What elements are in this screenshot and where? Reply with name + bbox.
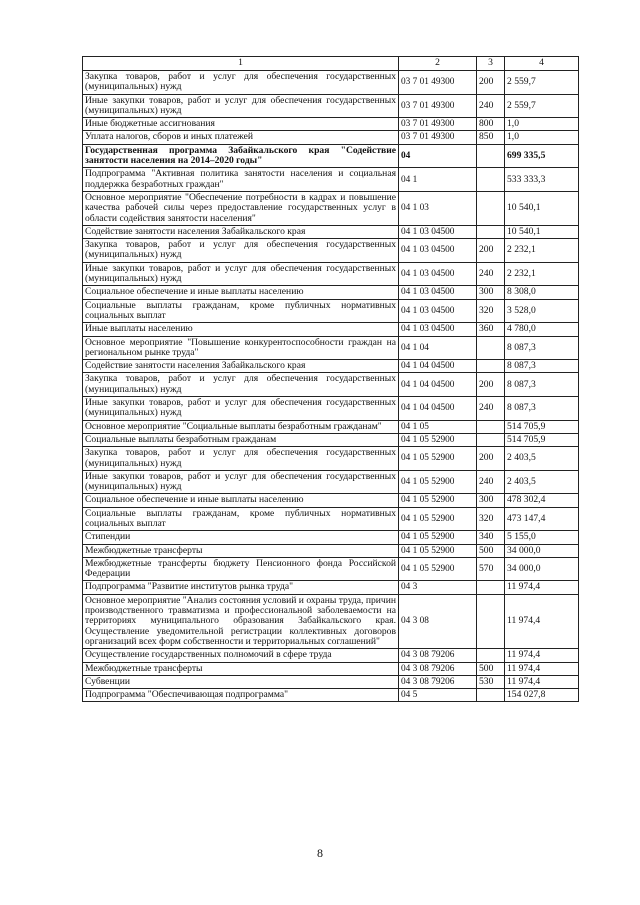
amount-cell: 11 974,4 xyxy=(505,662,579,675)
expense-name-cell: Стипендии xyxy=(83,531,399,544)
target-code-cell: 04 1 05 xyxy=(399,420,477,433)
expense-type-cell: 360 xyxy=(477,323,505,336)
target-code-cell: 04 1 05 52900 xyxy=(399,433,477,446)
target-code-cell: 04 1 05 52900 xyxy=(399,447,477,471)
expense-type-cell xyxy=(477,144,505,168)
amount-cell: 34 000,0 xyxy=(505,544,579,557)
expense-type-cell: 240 xyxy=(477,397,505,421)
table-row xyxy=(83,299,579,323)
amount-cell: 478 302,4 xyxy=(505,494,579,507)
table-row xyxy=(83,262,579,286)
amount-cell: 8 087,3 xyxy=(505,336,579,360)
amount-cell: 34 000,0 xyxy=(505,557,579,581)
amount-cell: 11 974,4 xyxy=(505,594,579,648)
amount-cell: 5 155,0 xyxy=(505,531,579,544)
target-code-cell: 04 1 05 52900 xyxy=(399,494,477,507)
target-code-cell: 03 7 01 49300 xyxy=(399,118,477,131)
expense-type-cell: 200 xyxy=(477,239,505,263)
table-row xyxy=(83,447,579,471)
target-code-cell: 04 1 03 04500 xyxy=(399,323,477,336)
expense-type-cell xyxy=(477,191,505,225)
expense-type-cell: 340 xyxy=(477,531,505,544)
table-row xyxy=(83,397,579,421)
table-row xyxy=(83,336,579,360)
expense-name-cell: Межбюджетные трансферты xyxy=(83,662,399,675)
amount-cell: 2 403,5 xyxy=(505,447,579,471)
table-row xyxy=(83,118,579,131)
table-row xyxy=(83,131,579,144)
expense-type-cell xyxy=(477,360,505,373)
expense-type-cell: 240 xyxy=(477,94,505,118)
table-row xyxy=(83,239,579,263)
expense-name-cell: Иные выплаты населению xyxy=(83,323,399,336)
expense-name-cell: Закупка товаров, работ и услуг для обеспечения государственных (муниципальных) нужд xyxy=(83,373,399,397)
expense-name-cell: Закупка товаров, работ и услуг для обеспечения государственных (муниципальных) нужд xyxy=(83,447,399,471)
expense-name-cell: Содействие занятости населения Забайкальского края xyxy=(83,360,399,373)
expense-name-cell: Социальные выплаты гражданам, кроме публичных нормативных социальных выплат xyxy=(83,507,399,531)
table-row xyxy=(83,470,579,494)
target-code-cell: 04 1 03 04500 xyxy=(399,239,477,263)
table-row xyxy=(83,323,579,336)
table-row xyxy=(83,531,579,544)
amount-cell: 2 559,7 xyxy=(505,71,579,95)
table-row xyxy=(83,286,579,299)
expense-name-cell: Уплата налогов, сборов и иных платежей xyxy=(83,131,399,144)
table-body xyxy=(83,71,579,702)
target-code-cell: 04 3 08 xyxy=(399,594,477,648)
expense-type-cell: 850 xyxy=(477,131,505,144)
table-row xyxy=(83,649,579,662)
amount-cell: 2 559,7 xyxy=(505,94,579,118)
amount-cell: 8 087,3 xyxy=(505,397,579,421)
target-code-cell: 04 1 03 04500 xyxy=(399,262,477,286)
amount-cell: 473 147,4 xyxy=(505,507,579,531)
table-row xyxy=(83,433,579,446)
expense-type-cell: 200 xyxy=(477,447,505,471)
target-code-cell: 04 1 03 04500 xyxy=(399,225,477,238)
table-row xyxy=(83,689,579,702)
amount-cell: 2 232,1 xyxy=(505,262,579,286)
table-row xyxy=(83,507,579,531)
table-row xyxy=(83,581,579,594)
target-code-cell: 04 3 08 79206 xyxy=(399,675,477,688)
target-code-cell: 04 1 05 52900 xyxy=(399,544,477,557)
column-header: 2 xyxy=(399,57,477,71)
column-header: 1 xyxy=(83,57,399,71)
amount-cell: 2 403,5 xyxy=(505,470,579,494)
table-row xyxy=(83,594,579,648)
expense-type-cell: 300 xyxy=(477,494,505,507)
table-row xyxy=(83,675,579,688)
expense-name-cell: Иные бюджетные ассигнования xyxy=(83,118,399,131)
expense-type-cell: 500 xyxy=(477,544,505,557)
target-code-cell: 04 1 04 xyxy=(399,336,477,360)
amount-cell: 1,0 xyxy=(505,118,579,131)
table-row xyxy=(83,71,579,95)
target-code-cell: 04 3 08 79206 xyxy=(399,662,477,675)
expense-name-cell: Социальные выплаты безработным гражданам xyxy=(83,433,399,446)
table-row xyxy=(83,225,579,238)
expense-name-cell: Основное мероприятие "Повышение конкурентоспособности граждан на региональном рынке труда" xyxy=(83,336,399,360)
expense-name-cell: Социальное обеспечение и иные выплаты населению xyxy=(83,286,399,299)
target-code-cell: 04 3 xyxy=(399,581,477,594)
target-code-cell: 04 1 03 04500 xyxy=(399,299,477,323)
amount-cell: 11 974,4 xyxy=(505,581,579,594)
expense-type-cell: 240 xyxy=(477,470,505,494)
amount-cell: 1,0 xyxy=(505,131,579,144)
expense-type-cell: 240 xyxy=(477,262,505,286)
expense-type-cell: 300 xyxy=(477,286,505,299)
expense-name-cell: Иные закупки товаров, работ и услуг для обеспечения государственных (муниципальных) нужд xyxy=(83,470,399,494)
target-code-cell: 04 1 03 04500 xyxy=(399,286,477,299)
amount-cell: 699 335,5 xyxy=(505,144,579,168)
expense-name-cell: Субвенции xyxy=(83,675,399,688)
table-row xyxy=(83,494,579,507)
amount-cell: 10 540,1 xyxy=(505,191,579,225)
budget-table xyxy=(82,56,579,702)
expense-name-cell: Основное мероприятие "Обеспечение потребности в кадрах и повышение качества рабочей силы через предоставление государственных услуг в области содействия занятости населения" xyxy=(83,191,399,225)
column-header: 4 xyxy=(505,57,579,71)
expense-type-cell xyxy=(477,168,505,192)
table-row xyxy=(83,420,579,433)
table-row xyxy=(83,373,579,397)
target-code-cell: 04 1 05 52900 xyxy=(399,557,477,581)
expense-type-cell xyxy=(477,336,505,360)
expense-type-cell xyxy=(477,225,505,238)
expense-type-cell: 500 xyxy=(477,662,505,675)
target-code-cell: 04 1 xyxy=(399,168,477,192)
target-code-cell: 04 xyxy=(399,144,477,168)
page-number: 8 xyxy=(317,846,323,860)
column-header: 3 xyxy=(477,57,505,71)
expense-type-cell: 800 xyxy=(477,118,505,131)
amount-cell: 514 705,9 xyxy=(505,420,579,433)
target-code-cell: 04 1 05 52900 xyxy=(399,531,477,544)
amount-cell: 4 780,0 xyxy=(505,323,579,336)
amount-cell: 8 308,0 xyxy=(505,286,579,299)
expense-name-cell: Подпрограмма "Обеспечивающая подпрограмма" xyxy=(83,689,399,702)
target-code-cell: 04 1 05 52900 xyxy=(399,470,477,494)
amount-cell: 514 705,9 xyxy=(505,433,579,446)
table-header-row xyxy=(83,57,579,71)
expense-name-cell: Закупка товаров, работ и услуг для обеспечения государственных (муниципальных) нужд xyxy=(83,71,399,95)
table-row xyxy=(83,662,579,675)
table-row xyxy=(83,144,579,168)
target-code-cell: 03 7 01 49300 xyxy=(399,94,477,118)
expense-name-cell: Подпрограмма "Активная политика занятости населения и социальная поддержка безработных граждан" xyxy=(83,168,399,192)
expense-name-cell: Межбюджетные трансферты xyxy=(83,544,399,557)
amount-cell: 3 528,0 xyxy=(505,299,579,323)
amount-cell: 154 027,8 xyxy=(505,689,579,702)
table-row xyxy=(83,168,579,192)
expense-name-cell: Закупка товаров, работ и услуг для обеспечения государственных (муниципальных) нужд xyxy=(83,239,399,263)
target-code-cell: 03 7 01 49300 xyxy=(399,131,477,144)
expense-name-cell: Социальные выплаты гражданам, кроме публичных нормативных социальных выплат xyxy=(83,299,399,323)
amount-cell: 11 974,4 xyxy=(505,675,579,688)
table-row xyxy=(83,191,579,225)
target-code-cell: 04 3 08 79206 xyxy=(399,649,477,662)
table-row xyxy=(83,557,579,581)
amount-cell: 10 540,1 xyxy=(505,225,579,238)
target-code-cell: 04 5 xyxy=(399,689,477,702)
expense-type-cell xyxy=(477,594,505,648)
expense-type-cell: 200 xyxy=(477,373,505,397)
table-row xyxy=(83,360,579,373)
expense-name-cell: Социальное обеспечение и иные выплаты населению xyxy=(83,494,399,507)
target-code-cell: 03 7 01 49300 xyxy=(399,71,477,95)
amount-cell: 8 087,3 xyxy=(505,373,579,397)
expense-type-cell xyxy=(477,649,505,662)
expense-type-cell: 530 xyxy=(477,675,505,688)
expense-name-cell: Государственная программа Забайкальского края "Содействие занятости населения на 2014–2020 годы" xyxy=(83,144,399,168)
amount-cell: 11 974,4 xyxy=(505,649,579,662)
expense-name-cell: Осуществление государственных полномочий в сфере труда xyxy=(83,649,399,662)
expense-name-cell: Основное мероприятие "Социальные выплаты безработным гражданам" xyxy=(83,420,399,433)
expense-name-cell: Иные закупки товаров, работ и услуг для обеспечения государственных (муниципальных) нужд xyxy=(83,94,399,118)
expense-name-cell: Содействие занятости населения Забайкальского края xyxy=(83,225,399,238)
expense-type-cell: 320 xyxy=(477,507,505,531)
expense-name-cell: Иные закупки товаров, работ и услуг для обеспечения государственных (муниципальных) нужд xyxy=(83,262,399,286)
table-row xyxy=(83,94,579,118)
amount-cell: 8 087,3 xyxy=(505,360,579,373)
target-code-cell: 04 1 05 52900 xyxy=(399,507,477,531)
expense-type-cell: 320 xyxy=(477,299,505,323)
expense-name-cell: Иные закупки товаров, работ и услуг для обеспечения государственных (муниципальных) нужд xyxy=(83,397,399,421)
expense-type-cell: 570 xyxy=(477,557,505,581)
amount-cell: 533 333,3 xyxy=(505,168,579,192)
target-code-cell: 04 1 04 04500 xyxy=(399,373,477,397)
expense-type-cell: 200 xyxy=(477,71,505,95)
expense-type-cell xyxy=(477,433,505,446)
expense-type-cell xyxy=(477,689,505,702)
expense-type-cell xyxy=(477,420,505,433)
table-row xyxy=(83,544,579,557)
expense-type-cell xyxy=(477,581,505,594)
amount-cell: 2 232,1 xyxy=(505,239,579,263)
expense-name-cell: Подпрограмма "Развитие институтов рынка труда" xyxy=(83,581,399,594)
target-code-cell: 04 1 04 04500 xyxy=(399,360,477,373)
expense-name-cell: Межбюджетные трансферты бюджету Пенсионного фонда Российской Федерации xyxy=(83,557,399,581)
expense-name-cell: Основное мероприятие "Анализ состояния условий и охраны труда, причин производственного травматизма и профессиональной заболеваемости на территориях муниципального образования Забайкальского края. Осуществление уведомительной регистрации коллективных договоров организаций всех форм собственности и территориальных соглашений" xyxy=(83,594,399,648)
target-code-cell: 04 1 04 04500 xyxy=(399,397,477,421)
target-code-cell: 04 1 03 xyxy=(399,191,477,225)
